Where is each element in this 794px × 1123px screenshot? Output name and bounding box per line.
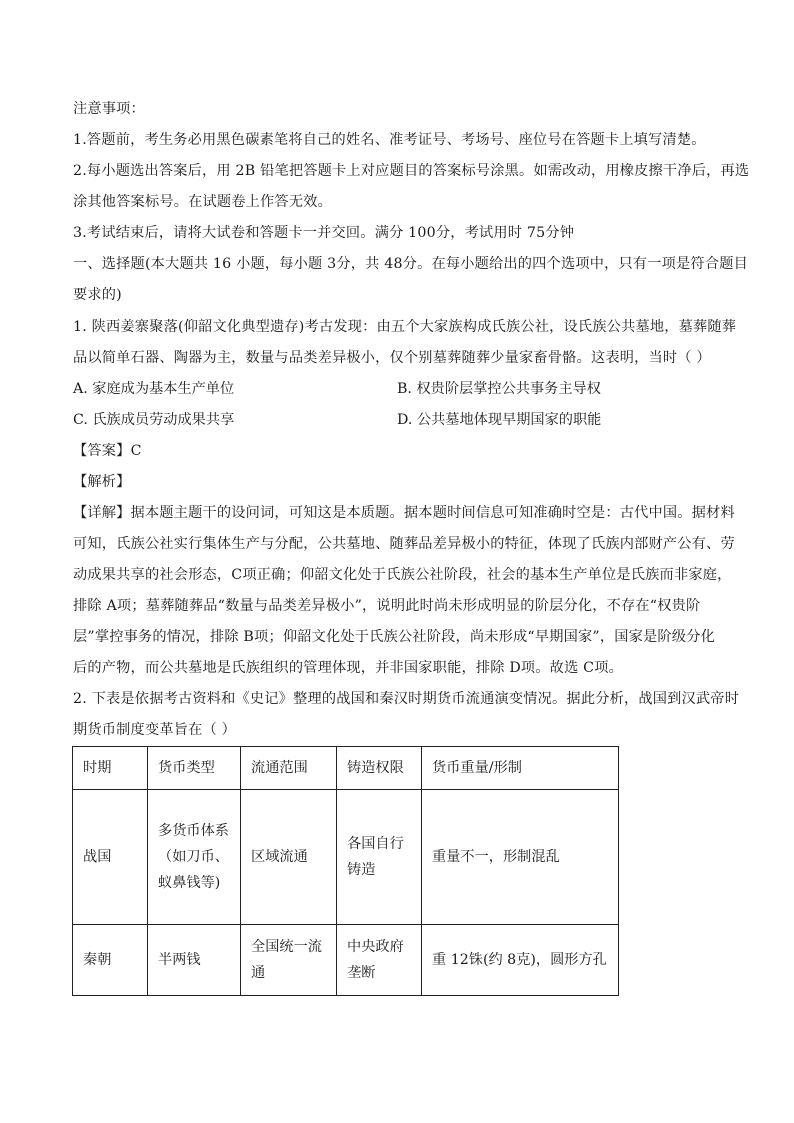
table-header-cell: 货币类型 bbox=[148, 747, 241, 790]
table-cell: 战国 bbox=[73, 790, 148, 925]
q1-stem-line-1: 1. 陕西姜寨聚落(仰韶文化典型遗存)考古发现：由五个大家族构成氏族公社，设氏族公共墓地，墓葬随葬 bbox=[73, 319, 737, 335]
table-header-cell: 货币重量/形制 bbox=[422, 747, 619, 790]
table-row bbox=[73, 925, 619, 996]
q1-detail-line-6: 后的产物，而公共墓地是氏族组织的管理体现，并非国家职能，排除 D项。故选 C项。 bbox=[73, 660, 624, 676]
q1-answer bbox=[73, 442, 142, 460]
table-header-cell: 铸造权限 bbox=[337, 747, 422, 790]
notice-item-3: 3.考试结束后，请将大试卷和答题卡一并交回。满分 100分，考试用时 75分钟 bbox=[73, 225, 575, 241]
table-cell: 区域流通 bbox=[241, 790, 337, 925]
notice-item-1: 1.答题前，考生务必用黑色碳素笔将自己的姓名、准考证号、考场号、座位号在答题卡上填写清楚。 bbox=[73, 132, 706, 148]
q1-detail-line-5: 层”掌控事务的情况，排除 B项；仰韶文化处于氏族公社阶段，尚未形成“早期国家”，国家是阶级分化 bbox=[73, 629, 715, 645]
notice-heading: 注意事项： bbox=[73, 101, 145, 117]
notice-item-2-cont: 涂其他答案标号。在试题卷上作答无效。 bbox=[73, 194, 332, 210]
q2-stem-line-1: 2. 下表是依据考古资料和《史记》整理的战国和秦汉时期货币流通演变情况。据此分析，战国到汉武帝时 bbox=[73, 691, 740, 707]
q1-analysis-label: 【解析】 bbox=[73, 474, 131, 490]
q1-option-b: B. 权贵阶层掌控公共事务主导权 bbox=[397, 381, 601, 397]
table-cell: 秦朝 bbox=[73, 925, 148, 996]
table-cell: 全国统一流通 bbox=[241, 925, 337, 996]
q2-stem-line-2: 期货币制度变革旨在（ ） bbox=[73, 722, 236, 738]
table-cell: 重量不一，形制混乱 bbox=[422, 790, 619, 925]
q1-stem-line-2: 品以简单石器、陶器为主，数量与品类差异极小，仅个别墓葬随葬少量家畜骨骼。这表明，当时（ ） bbox=[73, 350, 711, 366]
q1-detail-line-3: 动成果共享的社会形态，C项正确；仰韶文化处于氏族公社阶段，社会的基本生产单位是氏族而非家庭， bbox=[73, 567, 732, 583]
q1-detail-line-4: 排除 A项；墓葬随葬品“数量与品类差异极小”，说明此时尚未形成明显的阶层分化，不存在“权贵阶 bbox=[73, 598, 701, 614]
answer-value: C bbox=[130, 443, 142, 459]
table-cell: 重 12铢(约 8克)，圆形方孔 bbox=[422, 925, 619, 996]
table-cell: 多货币体系（如刀币、蚁鼻钱等) bbox=[148, 790, 241, 925]
table-header-cell: 时期 bbox=[73, 747, 148, 790]
answer-label: 【答案】 bbox=[73, 443, 131, 459]
q1-detail-line-2: 可知，氏族公社实行集体生产与分配，公共墓地、随葬品差异极小的特征，体现了氏族内部财产公有、劳 bbox=[73, 536, 735, 552]
section-heading: 一、选择题(本大题共 16 小题，每小题 3分，共 48分。在每小题给出的四个选项中，只有一项是符合题目 bbox=[73, 256, 748, 272]
q1-detail-line-1: 【详解】据本题主题干的设问词，可知这是本质题。据本题时间信息可知准确时空是：古代中国。据材料 bbox=[73, 505, 735, 521]
q1-option-a: A. 家庭成为基本生产单位 bbox=[73, 381, 235, 397]
table-cell: 中央政府垄断 bbox=[337, 925, 422, 996]
section-heading-cont: 要求的) bbox=[73, 287, 122, 303]
currency-table bbox=[72, 746, 619, 996]
table-header-cell: 流通范围 bbox=[241, 747, 337, 790]
table-cell: 半两钱 bbox=[148, 925, 241, 996]
q1-option-c: C. 氏族成员劳动成果共享 bbox=[73, 412, 235, 428]
q1-option-d: D. 公共墓地体现早期国家的职能 bbox=[397, 412, 602, 428]
table-header-row bbox=[73, 747, 619, 790]
table-row bbox=[73, 790, 619, 925]
table-cell: 各国自行铸造 bbox=[337, 790, 422, 925]
notice-item-2: 2.每小题选出答案后，用 2B 铅笔把答题卡上对应题目的答案标号涂黑。如需改动，用橡皮擦干净后，再选 bbox=[73, 163, 750, 179]
